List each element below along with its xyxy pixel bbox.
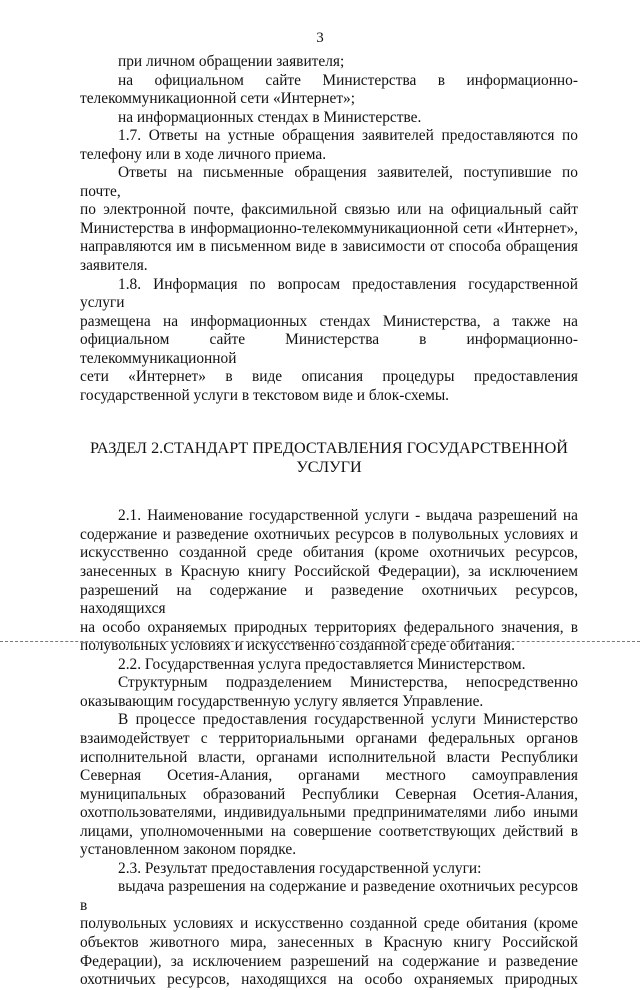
text-line: телефону или в ходе личного приема. (80, 145, 327, 163)
text-line: исполнительной власти, органами исполнительной власти Республики (80, 748, 578, 766)
text-line: государственной услуги в текстовом виде и блок-схемы. (80, 386, 450, 404)
text-line: телекоммуникационной сети «Интернет»; (80, 90, 356, 108)
section-heading (80, 439, 578, 477)
paragraph (80, 860, 578, 879)
text-line: 2.3. Результат предоставления государственной услуги: (118, 859, 482, 877)
paragraph (80, 656, 578, 675)
text-line: 1.7. Ответы на устные обращения заявителей предоставляются по (118, 127, 578, 145)
text-line: охотпользователями, индивидуальными предпринимателями либо иными (80, 804, 578, 822)
text-line: В процессе предоставления государственной услуги Министерство (118, 711, 578, 729)
text-line: 1.8. Информация по вопросам предоставления государственной услуги (80, 275, 578, 312)
paragraph (80, 164, 578, 275)
text-line: взаимодействует с территориальными органами федеральных органов (80, 729, 578, 747)
document-body (80, 53, 578, 990)
text-line: сети «Интернет» в виде описания процедуры предоставления (80, 368, 578, 386)
paragraph (80, 53, 578, 72)
text-line: 2.1. Наименование государственной услуги - выдача разрешений на (118, 507, 578, 525)
paragraph (80, 878, 578, 989)
text-line: занесенных в Красную книгу Российской Федерации), за исключением (80, 563, 578, 581)
text-line: лицами, уполномоченными на совершение соответствующих действий в (80, 822, 578, 840)
text-line: по электронной почте, факсимильной связью или на официальный сайт (80, 201, 578, 219)
page-number: 3 (316, 30, 324, 46)
text-line: на информационных стендах в Министерстве. (118, 108, 422, 126)
text-line: искусственно созданной среде обитания (кроме охотничьих ресурсов, (80, 544, 578, 562)
text-line: Федерации), за исключением разрешений на содержание и разведение (80, 952, 578, 970)
paragraph (80, 127, 578, 164)
text-line: полувольных условиях и искусственно созданной среде обитания. (80, 637, 515, 655)
text-line: полувольных условиях и искусственно созданной среде обитания (кроме (80, 915, 578, 933)
section-heading-line-2: УСЛУГИ (296, 458, 362, 477)
text-line: направляются им в письменном виде в зависимости от способа обращения (80, 238, 578, 256)
text-line: 2.2. Государственная услуга предоставляется Министерством. (118, 655, 526, 673)
paragraph (80, 276, 578, 406)
text-line: на официальном сайте Министерства в информационно- (118, 71, 578, 89)
text-line: установленном законом порядке. (80, 841, 297, 859)
text-line: Северная Осетия-Алания, органами местного самоуправления (80, 767, 578, 785)
text-line: на особо охраняемых природных территориях федерального значения, в (80, 618, 578, 636)
paragraph (80, 507, 578, 655)
text-line: охотничьих ресурсов, находящихся на особо охраняемых природных (80, 971, 578, 989)
text-line: муниципальных образований Республики Северная Осетия-Алания, (80, 785, 578, 803)
intro-section (80, 53, 578, 405)
text-line: Ответы на письменные обращения заявителей, поступившие по почте, (80, 164, 578, 200)
text-line: официальном сайте Министерства в информационно-телекоммуникационной (80, 331, 578, 367)
text-line: выдача разрешения на содержание и разведение охотничьих ресурсов в (80, 878, 578, 914)
text-line: Структурным подразделением Министерства, непосредственно (118, 674, 578, 692)
paragraph (80, 72, 578, 109)
paragraph (80, 109, 578, 128)
text-line: разрешений на содержание и разведение охотничьих ресурсов, находящихся (80, 581, 578, 618)
text-line: заявителя. (80, 257, 148, 275)
section-2-body (80, 507, 578, 989)
text-line: Министерства в информационно-телекоммуникационной сети «Интернет», (80, 219, 578, 237)
text-line: оказывающим государственную услугу является Управление. (80, 692, 484, 710)
section-heading-line-1: РАЗДЕЛ 2.СТАНДАРТ ПРЕДОСТАВЛЕНИЯ ГОСУДАРСТВЕННОЙ (89, 439, 568, 458)
paragraph (80, 711, 578, 859)
text-line: объектов животного мира, занесенных в Красную книгу Российской (80, 933, 578, 951)
text-line: размещена на информационных стендах Министерства, а также на (80, 312, 578, 330)
paragraph (80, 674, 578, 711)
text-line: при личном обращении заявителя; (118, 53, 345, 70)
text-line: содержание и разведение охотничьих ресурсов в полувольных условиях и (80, 525, 578, 543)
